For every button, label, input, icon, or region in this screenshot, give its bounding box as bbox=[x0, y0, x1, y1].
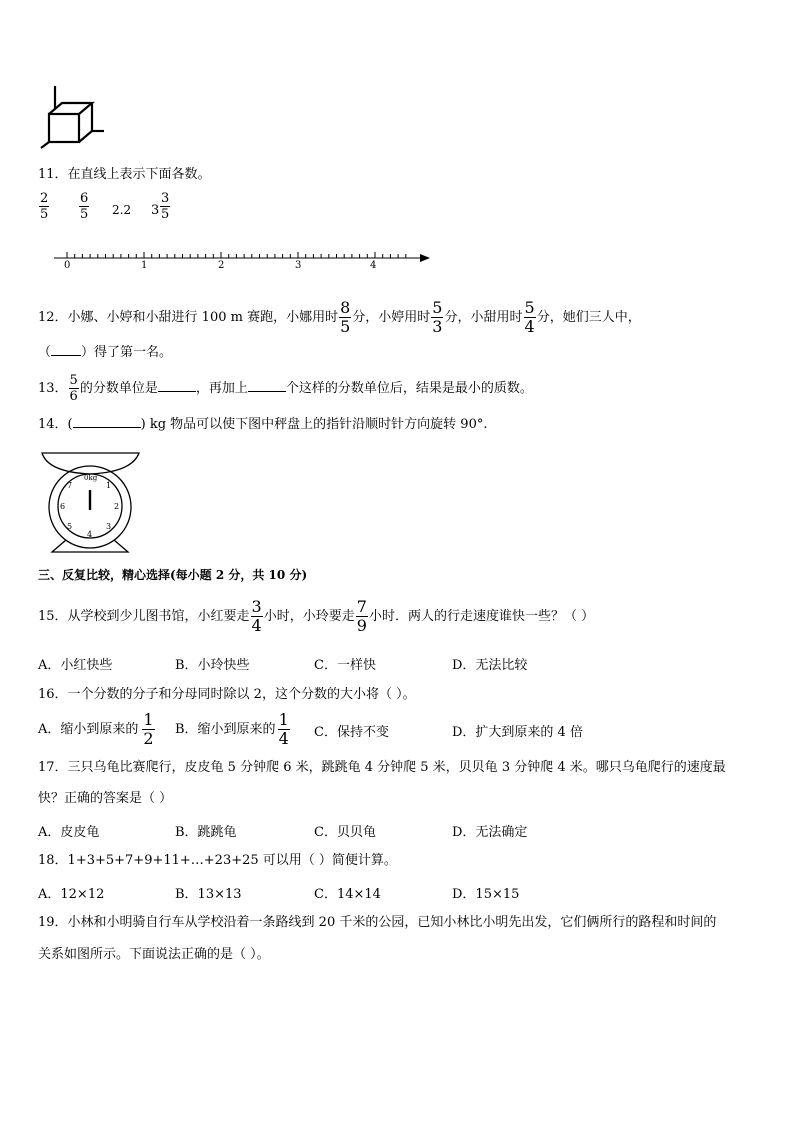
option-c[interactable]: C．保持不变 bbox=[314, 725, 389, 740]
fraction: $\frac{1}{2}$ bbox=[143, 710, 154, 748]
option-c[interactable]: C．14×14 bbox=[314, 887, 381, 902]
fraction: 6 5 bbox=[80, 191, 89, 222]
q14: 14．( ) kg 物品可以使下图中秤盘上的指针沿顺时针方向旋转 90°. bbox=[38, 417, 488, 432]
option-b[interactable]: B．小玲快些 bbox=[175, 658, 250, 673]
fraction: $\frac{8}{5}$ bbox=[340, 298, 351, 336]
q15: 15．从学校到少儿图书馆，小红要走 $\frac{3}{4}$ 小时，小玲要走 $\frac{7}{9}$ 小时．两人的行走速度谁快一些？（ ） bbox=[38, 597, 595, 635]
q17-line2: 快？正确的答案是（ ） bbox=[38, 791, 173, 806]
option-a[interactable]: A．12×12 bbox=[38, 887, 105, 902]
q18: 18．1+3+5+7+9+11+…+23+25 可以用（ ）简便计算。 bbox=[38, 853, 397, 868]
scale-zero-label: 0kg bbox=[84, 474, 98, 482]
section-heading: 三、反复比较，精心选择(每小题 2 分，共 10 分) bbox=[38, 568, 308, 582]
scale-number: 1 bbox=[106, 481, 112, 490]
answer-blank[interactable] bbox=[158, 379, 196, 392]
q13: 13． $\frac{5}{6}$ 的分数单位是 ，再加上 个这样的分数单位后，结果是最小的质数。 bbox=[38, 373, 533, 404]
fraction: $\frac{5}{3}$ bbox=[432, 298, 443, 336]
option-a[interactable]: A．小红快些 bbox=[38, 658, 113, 673]
option-d[interactable]: D．15×15 bbox=[452, 887, 520, 902]
fraction: 2 5 bbox=[40, 191, 49, 222]
tick-label: 3 bbox=[295, 260, 302, 271]
fraction: $\frac{7}{9}$ bbox=[356, 597, 367, 635]
option-a[interactable]: A．缩小到原来的 $\frac{1}{2}$ bbox=[38, 710, 154, 748]
answer-blank[interactable] bbox=[248, 379, 286, 392]
scale-number: 6 bbox=[60, 502, 66, 511]
scale-number: 4 bbox=[87, 530, 93, 539]
q17-line1: 17．三只乌龟比赛爬行，皮皮龟 5 分钟爬 6 米，跳跳龟 4 分钟爬 5 米，贝贝龟 3 分钟爬 4 米。哪只乌龟爬行的速度最 bbox=[38, 760, 726, 775]
q12-line1: 12．小娜、小婷和小甜进行 100 m 赛跑，小娜用时 $\frac{8}{5}$ 分，小婷用时 $\frac{5}{3}$ 分，小甜用时 $\frac{5}{4}$ 分，她们三人中， bbox=[38, 298, 641, 336]
fraction: $\frac{3}{4}$ bbox=[251, 597, 262, 635]
mixed-number-whole: 3 bbox=[151, 203, 160, 218]
tick-label: 1 bbox=[141, 260, 148, 271]
fraction: $\frac{5}{4}$ bbox=[524, 298, 535, 336]
option-b[interactable]: B．缩小到原来的 $\frac{1}{4}$ bbox=[175, 710, 289, 748]
tick-label: 0 bbox=[64, 260, 71, 271]
tick-label: 4 bbox=[370, 260, 377, 271]
answer-blank[interactable] bbox=[73, 415, 141, 428]
option-d[interactable]: D．无法比较 bbox=[452, 658, 528, 673]
q19-line1: 19．小林和小明骑自行车从学校沿着一条路线到 20 千米的公园，已知小林比小明先出发，它们俩所行的路程和时间的 bbox=[38, 915, 717, 930]
scale-number: 3 bbox=[106, 522, 112, 531]
option-a[interactable]: A．皮皮龟 bbox=[38, 825, 100, 840]
option-b[interactable]: B．13×13 bbox=[175, 887, 242, 902]
option-d[interactable]: D．无法确定 bbox=[452, 825, 528, 840]
option-c[interactable]: C．贝贝龟 bbox=[314, 825, 376, 840]
fraction: $\frac{1}{4}$ bbox=[278, 710, 289, 748]
scale-number: 7 bbox=[67, 481, 73, 490]
fraction: 3 5 bbox=[161, 191, 170, 222]
q19-line2: 关系如图所示。下面说法正确的是（ ）。 bbox=[38, 947, 270, 962]
cube-figure bbox=[38, 84, 108, 150]
decimal-number: 2.2 bbox=[112, 203, 132, 217]
q16-options bbox=[38, 710, 638, 750]
scale-number: 5 bbox=[67, 522, 73, 531]
q16: 16．一个分数的分子和分母同时除以 2，这个分数的大小将（ ）。 bbox=[38, 687, 416, 702]
q12-line2: （ ）得了第一名。 bbox=[38, 345, 173, 360]
answer-blank[interactable] bbox=[51, 343, 81, 356]
number-line-labels bbox=[50, 260, 434, 276]
scale-figure bbox=[38, 448, 144, 556]
option-c[interactable]: C．一样快 bbox=[314, 658, 376, 673]
q11-label: 11．在直线上表示下面各数。 bbox=[38, 167, 211, 182]
tick-label: 2 bbox=[218, 260, 225, 271]
fraction: $\frac{5}{6}$ bbox=[69, 373, 78, 404]
scale-number: 2 bbox=[114, 502, 120, 511]
option-b[interactable]: B．跳跳龟 bbox=[175, 825, 237, 840]
option-d[interactable]: D．扩大到原来的 4 倍 bbox=[452, 725, 583, 740]
